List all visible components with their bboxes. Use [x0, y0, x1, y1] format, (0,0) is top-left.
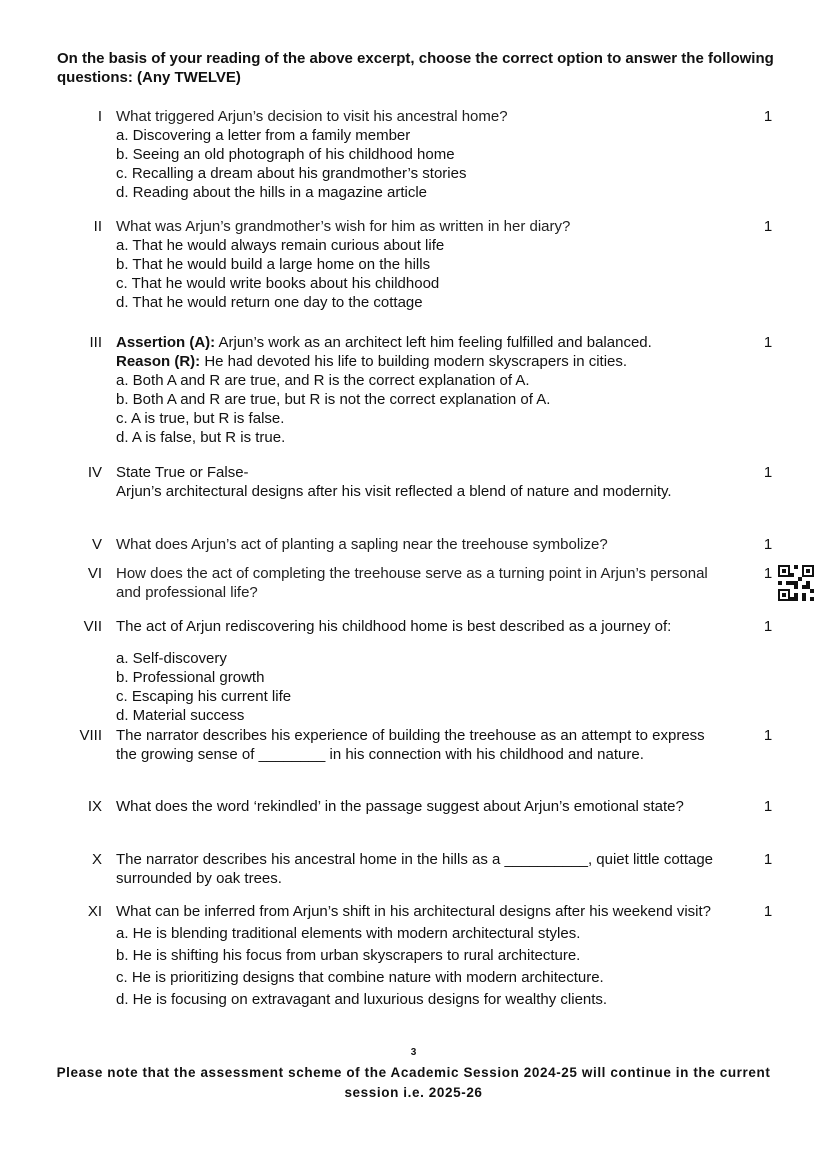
question-stem: What does Arjun’s act of planting a sapling near the treehouse symbolize? [116, 536, 608, 553]
assertion-line [116, 333, 746, 352]
question-stem: What does the word ‘rekindled’ in the passage suggest about Arjun’s emotional state? [116, 798, 684, 815]
question-number: X [91, 851, 102, 868]
question-block [116, 333, 746, 447]
option: a. He is blending traditional elements with modern architectural styles. [116, 925, 581, 942]
reason-text: He had devoted his life to building modern skyscrapers in cities. [200, 353, 628, 370]
question-stem: What was Arjun’s grandmother’s wish for him as written in her diary? [116, 218, 571, 235]
reason-line [116, 352, 746, 371]
question-marks: 1 [763, 618, 773, 635]
question-stem: What can be inferred from Arjun’s shift in his architectural designs after his weekend visit? [116, 903, 712, 920]
question-marks: 1 [763, 727, 773, 744]
option: b. He is shifting his focus from urban skyscrapers to rural architecture. [116, 947, 581, 964]
question-number: VIII [79, 727, 102, 744]
option: c. That he would write books about his childhood [116, 275, 440, 292]
qr-code-icon [778, 565, 814, 601]
question-stem: How does the act of completing the treehouse serve as a turning point in Arjun’s personal and professional life? [116, 565, 708, 601]
question-marks: 1 [763, 464, 773, 481]
question-statement: Arjun’s architectural designs after his visit reflected a blend of nature and modernity. [116, 483, 672, 500]
question-marks: 1 [763, 565, 773, 582]
option: b. Seeing an old photograph of his childhood home [116, 146, 455, 163]
option: d. Reading about the hills in a magazine article [116, 184, 428, 201]
question-stem: The narrator describes his ancestral home in the hills as a __________, quiet little cottage surrounded by oak trees. [116, 851, 714, 887]
option: a. Self-discovery [116, 650, 227, 667]
option: d. Material success [116, 707, 245, 724]
question-number: III [89, 334, 102, 351]
question-number: VII [83, 618, 102, 635]
reason-label: Reason (R): [116, 353, 201, 370]
footer-note: Please note that the assessment scheme of the Academic Session 2024-25 will continue in the current session i.e. 2025-26 [56, 1065, 771, 1100]
option: b. That he would build a large home on the hills [116, 256, 431, 273]
question-number: IV [87, 464, 102, 481]
question-number: VI [87, 565, 102, 582]
option: b. Both A and R are true, but R is not the correct explanation of A. [116, 391, 551, 408]
question-marks: 1 [763, 334, 773, 351]
assertion-text: Arjun’s work as an architect left him feeling fulfilled and balanced. [215, 334, 652, 351]
question-block [116, 902, 741, 1011]
question-block [116, 617, 746, 725]
question-stem: The narrator describes his experience of building the treehouse as an attempt to express the growing sense of ________ in his connection with his childhood and nature. [116, 727, 705, 763]
question-block [116, 217, 746, 312]
question-marks: 1 [763, 108, 773, 125]
question-number: XI [87, 903, 102, 920]
question-number: II [93, 218, 102, 235]
option: d. A is false, but R is true. [116, 429, 286, 446]
instructions-heading: On the basis of your reading of the above excerpt, choose the correct option to answer the following questions: (Any TWELVE) [57, 50, 774, 86]
option: c. He is prioritizing designs that combine nature with modern architecture. [116, 969, 604, 986]
question-stem: State True or False- [116, 464, 249, 481]
question-marks: 1 [763, 851, 773, 868]
question-marks: 1 [763, 798, 773, 815]
question-number: I [97, 108, 102, 125]
question-block [116, 463, 676, 501]
assertion-label: Assertion (A): [116, 334, 216, 351]
option: b. Professional growth [116, 669, 265, 686]
question-stem: What triggered Arjun’s decision to visit his ancestral home? [116, 108, 508, 125]
option: c. A is true, but R is false. [116, 410, 285, 427]
question-stem: The act of Arjun rediscovering his childhood home is best described as a journey of: [116, 618, 672, 635]
option: a. Discovering a letter from a family member [116, 127, 411, 144]
option: c. Escaping his current life [116, 688, 292, 705]
option: a. That he would always remain curious about life [116, 237, 445, 254]
question-block [116, 107, 746, 202]
option: d. He is focusing on extravagant and luxurious designs for wealthy clients. [116, 991, 608, 1008]
question-marks: 1 [763, 903, 773, 920]
page-number: 3 [410, 1047, 417, 1058]
option: a. Both A and R are true, and R is the correct explanation of A. [116, 372, 530, 389]
question-number: V [91, 536, 102, 553]
question-marks: 1 [763, 536, 773, 553]
option: c. Recalling a dream about his grandmother’s stories [116, 165, 467, 182]
option: d. That he would return one day to the cottage [116, 294, 423, 311]
question-marks: 1 [763, 218, 773, 235]
question-number: IX [87, 798, 102, 815]
